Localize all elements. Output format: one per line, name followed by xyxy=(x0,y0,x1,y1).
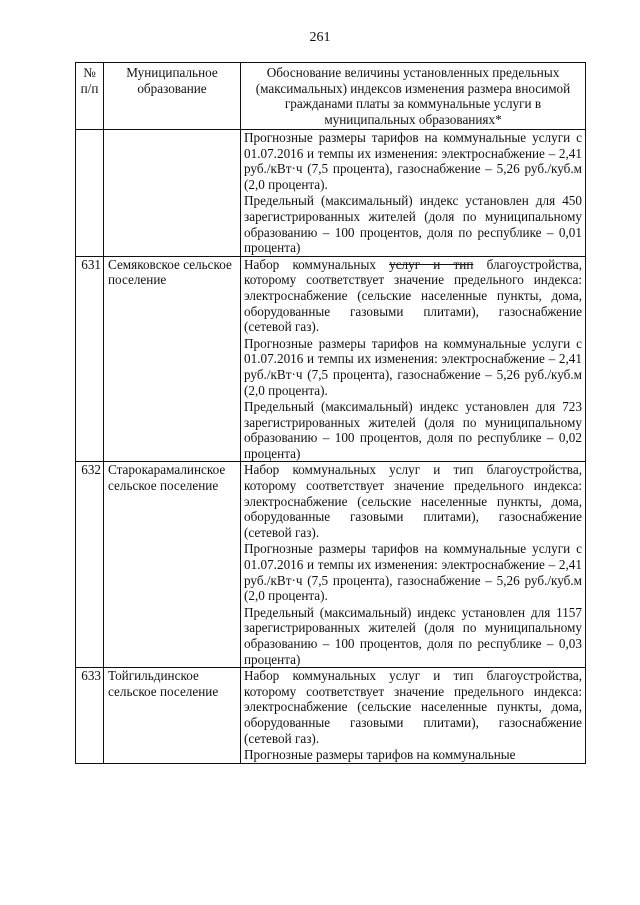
row-num: 632 xyxy=(76,462,104,668)
index-text: Предельный (максимальный) индекс установлен для 723 зарегистрированных жителей (доля по муниципальному образованию – 100 процентов, доля по республике – 0,02 процента) xyxy=(244,399,582,461)
set-text xyxy=(244,257,582,335)
row-municipality: Тойгильдинское сельское поселение xyxy=(104,668,241,764)
row-num-empty xyxy=(76,130,104,257)
set-text-start: Набор коммунальных xyxy=(244,256,390,272)
row-justification xyxy=(241,256,586,462)
row-justification xyxy=(241,462,586,668)
set-text: Набор коммунальных услуг и тип благоустройства, которому соответствует значение предельного индекса: электроснабжение (сельские населенные пункты, дома, оборудованные газовыми плитами), газоснабжение (сетевой газ). xyxy=(244,462,582,540)
set-text: Набор коммунальных услуг и тип благоустройства, которому соответствует значение предельного индекса: электроснабжение (сельские населенные пункты, дома, оборудованные газовыми плитами), газоснабжение (сетевой газ). xyxy=(244,668,582,746)
row-municipality: Старокарамалинское сельское поселение xyxy=(104,462,241,668)
row-num: 631 xyxy=(76,256,104,462)
row-justification xyxy=(241,130,586,257)
row-municipality: Семяковское сельское поселение xyxy=(104,256,241,462)
table-header-row xyxy=(76,63,586,130)
tariffs-text-partial: Прогнозные размеры тарифов на коммунальные xyxy=(244,747,516,763)
tariffs-text: Прогнозные размеры тарифов на коммунальные услуги с 01.07.2016 и темпы их изменения: электроснабжение – 2,41 руб./кВт·ч (7,5 процента), газоснабжение – 5,26 руб./куб.м (2,0 процента). xyxy=(244,541,582,604)
set-text-end: благоустройства, которому соответствует значение предельного индекса: электроснабжение (сельские населенные пункты, дома, оборудованные газовыми плитами), газоснабжение (сетевой газ). xyxy=(244,256,583,335)
row-name-empty xyxy=(104,130,241,257)
row-num: 633 xyxy=(76,668,104,764)
table-row xyxy=(76,462,586,668)
header-num: № п/п xyxy=(76,63,104,130)
index-text: Предельный (максимальный) индекс установлен для 1157 зарегистрированных жителей (доля по муниципальному образованию – 100 процентов, доля по республике – 0,03 процента) xyxy=(244,604,582,667)
header-municipality: Муниципальное образование xyxy=(104,63,241,130)
header-justification: Обоснование величины установленных предельных (максимальных) индексов изменения размера вносимой гражданами платы за коммунальные услуги в муниципальных образованиях* xyxy=(241,63,586,130)
tariffs-text: Прогнозные размеры тарифов на коммунальные услуги с 01.07.2016 и темпы их изменения: электроснабжение – 2,41 руб./кВт·ч (7,5 процента), газоснабжение – 5,26 руб./куб.м (2,0 процента). xyxy=(244,335,582,398)
tariffs-text: Прогнозные размеры тарифов на коммунальные услуги с 01.07.2016 и темпы их изменения: электроснабжение – 2,41 руб./кВт·ч (7,5 процента), газоснабжение – 5,26 руб./куб.м (2,0 процента). xyxy=(244,130,582,192)
row-justification xyxy=(241,668,586,764)
table-row-continuation xyxy=(76,130,586,257)
struck-text: услуг и тип xyxy=(389,256,474,272)
index-text: Предельный (максимальный) индекс установлен для 450 зарегистрированных жителей (доля по муниципальному образованию – 100 процентов, доля по республике – 0,01 процента) xyxy=(244,193,582,256)
table-row xyxy=(76,668,586,764)
tariff-index-table xyxy=(75,62,586,764)
page-number: 261 xyxy=(309,30,331,45)
table-row xyxy=(76,256,586,462)
